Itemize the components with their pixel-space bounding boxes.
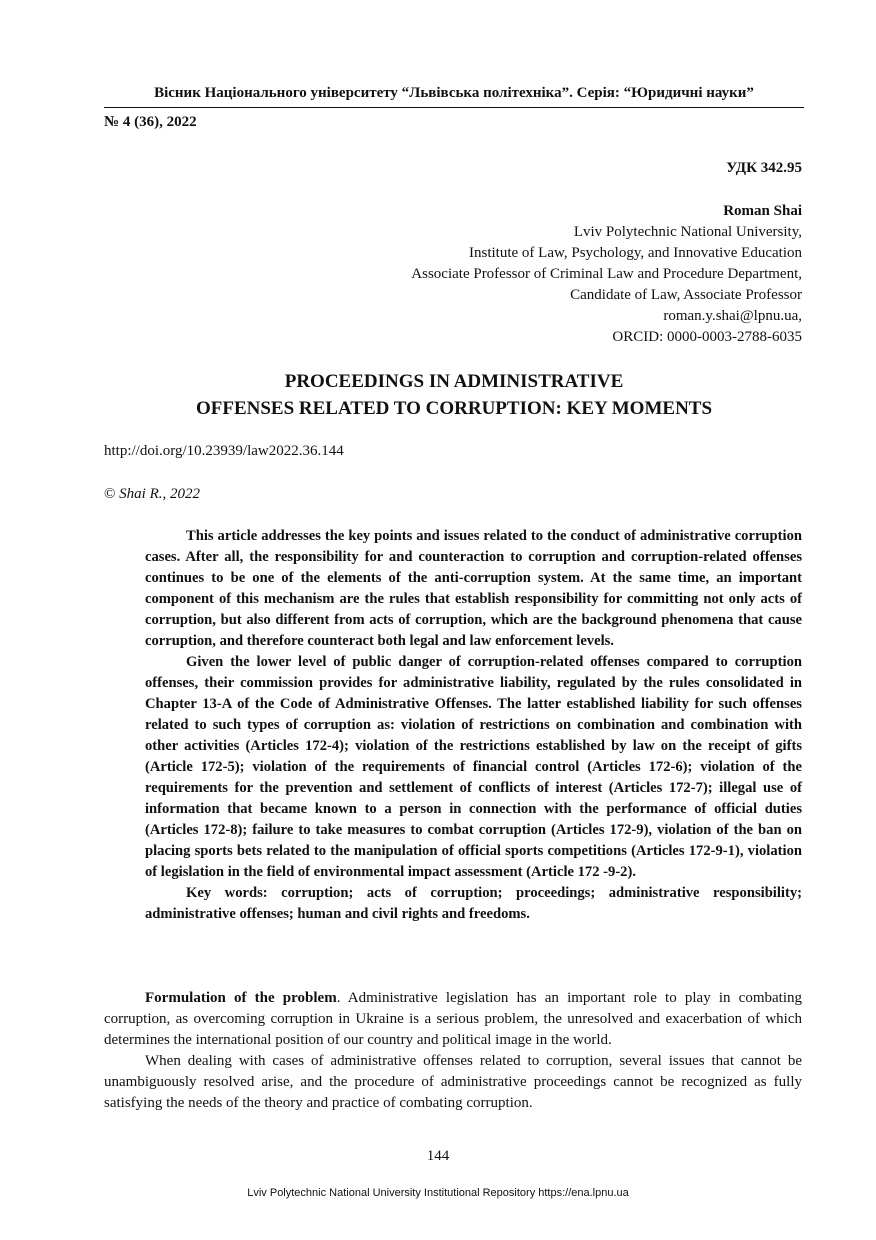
copyright-text: Shai R., 2022 [115,486,200,502]
article-title [104,368,804,422]
udc-code: УДК 342.95 [726,160,802,176]
author-position: Associate Professor of Criminal Law and Procedure Department, [411,266,802,282]
abstract [145,526,802,925]
author-block [411,201,802,348]
journal-header: Вісник Національного університету “Львівська політехніка”. Серія: “Юридичні науки” [154,85,754,101]
title-line-2: OFFENSES RELATED TO CORRUPTION: KEY MOMENTS [195,398,713,419]
author-name: Roman Shai [723,203,802,219]
article-body [104,988,802,1114]
body-paragraph: When dealing with cases of administrative offenses related to corruption, several issues that cannot be unambiguously resolved arise, and the procedure of administrative proceedings cannot be recognized as fully satisfying the needs of the theory and practice of combating corruption. [104,1053,802,1111]
body-paragraph-text: . Administrative legislation has an important role to play in combating corruption, as overcoming corruption in Ukraine is a serious problem, the unresolved and exacerbation of which determines the international position of our country and political image in the world. [104,990,802,1048]
author-orcid: ORCID: 0000-0003-2788-6035 [612,329,802,345]
section-heading: Formulation of the problem [145,990,337,1006]
doi-link[interactable]: http://doi.org/10.23939/law2022.36.144 [104,443,344,459]
abstract-paragraph: This article addresses the key points and issues related to the conduct of administrative corruption cases. After all, the responsibility for and counteraction to corruption and corruption-related offenses continues to be one of the elements of the anti-corruption system. At the same time, an important component of this mechanism are the rules that establish responsibility for committing not only acts of corruption, but also different from acts of corruption, which are the background phenomena that cause corruption, and therefore counteract both legal and law enforcement levels. [145,528,802,649]
author-institute: Institute of Law, Psychology, and Innovative Education [469,245,802,261]
copyright-notice [104,484,200,504]
page-number: 144 [426,1148,450,1164]
body-paragraph [104,988,802,1051]
keywords: Key words: corruption; acts of corruption; proceedings; administrative responsibility; administrative offenses; human and civil rights and freedoms. [145,885,802,922]
title-line-1: PROCEEDINGS IN ADMINISTRATIVE [284,371,624,392]
author-affiliation: Lviv Polytechnic National University, [573,224,802,240]
repository-footer: Lviv Polytechnic National University Institutional Repository https://ena.lpnu.ua [247,1187,629,1199]
abstract-paragraph: Given the lower level of public danger of corruption-related offenses compared to corruption offenses, their commission provides for administrative liability, regulated by the rules consolidated in Chapter 13-A of the Code of Administrative Offenses. The latter established liability for such offenses related to such types of corruption as: violation of restrictions on combination and combination with other activities (Articles 172-4); violation of the restrictions established by law on the receipt of gifts (Article 172-5); violation of the requirements of financial control (Articles 172-6); violation of the requirements for the prevention and settlement of conflicts of interest (Articles 172-7); illegal use of information that became known to a person in connection with the performance of official duties (Articles 172-8); failure to take measures to combat corruption (Articles 172-9), violation of the ban on placing sports bets related to the manipulation of official sports competitions (Articles 172-9-1), violation of legislation in the field of environmental impact assessment (Article 172 -9-2). [145,654,802,880]
copyright-symbol: © [104,486,116,502]
issue-number: № 4 (36), 2022 [104,114,197,130]
author-email[interactable]: roman.y.shai@lpnu.ua, [663,308,802,324]
header-divider [104,107,804,108]
author-degree: Candidate of Law, Associate Professor [570,287,802,303]
